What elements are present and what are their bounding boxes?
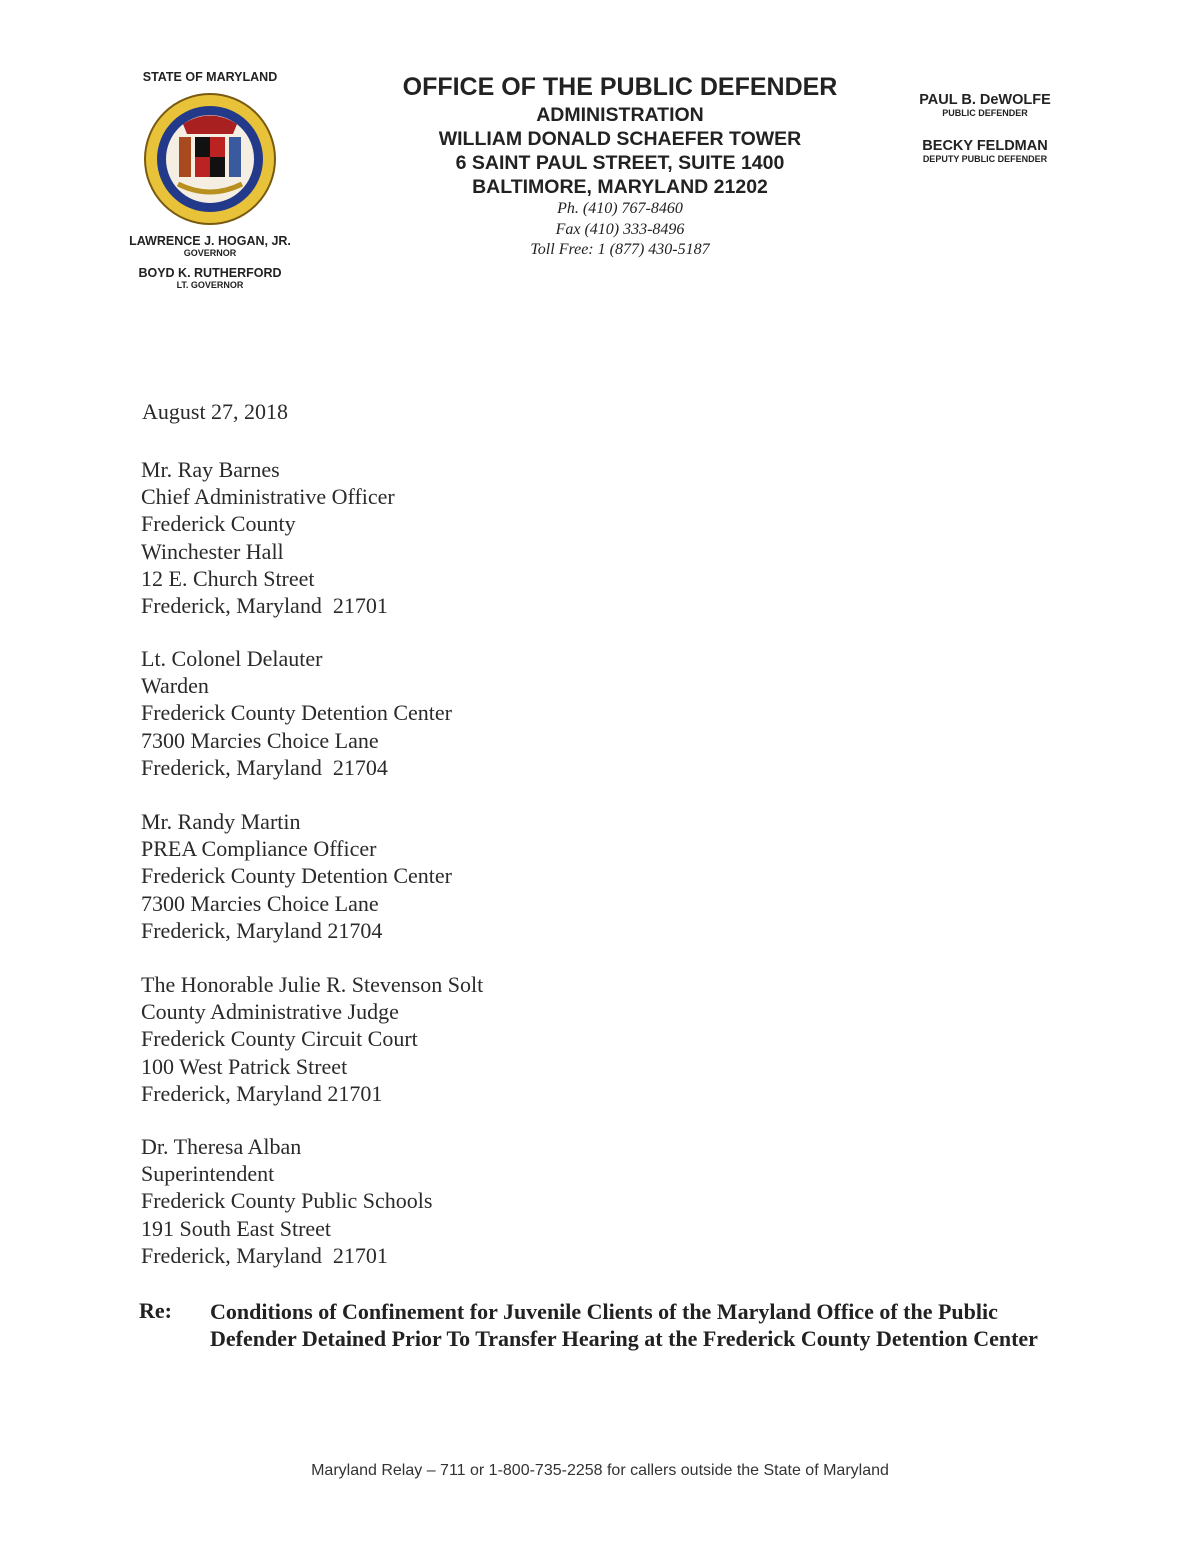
recipient-address-block bbox=[141, 645, 452, 781]
address-line: Frederick, Maryland 21701 bbox=[141, 593, 388, 619]
address-line: Chief Administrative Officer bbox=[141, 484, 395, 510]
address-line: Frederick County Detention Center bbox=[141, 863, 452, 889]
address-line: 7300 Marcies Choice Lane bbox=[141, 890, 379, 916]
recipient-address-block bbox=[141, 971, 483, 1107]
address-line: The Honorable Julie R. Stevenson Solt bbox=[141, 972, 484, 997]
re-label: Re: bbox=[139, 1298, 172, 1323]
address-line: Superintendent bbox=[141, 1161, 275, 1187]
office-fax: Fax (410) 333-8496 bbox=[555, 220, 685, 238]
address-line: 12 E. Church Street bbox=[141, 565, 315, 591]
public-defender-name: PAUL B. DeWOLFE bbox=[919, 92, 1051, 108]
office-header bbox=[380, 72, 860, 261]
address-line: Frederick County Circuit Court bbox=[141, 1026, 418, 1052]
address-line: County Administrative Judge bbox=[141, 999, 399, 1025]
state-officials bbox=[110, 70, 310, 290]
address-line: Dr. Theresa Alban bbox=[141, 1134, 302, 1159]
office-phone: Ph. (410) 767-8460 bbox=[557, 200, 683, 217]
address-line: PREA Compliance Officer bbox=[141, 836, 377, 862]
recipient-address-block bbox=[141, 808, 452, 944]
public-defender-title: PUBLIC DEFENDER bbox=[942, 108, 1028, 118]
address-line: Frederick County Public Schools bbox=[141, 1188, 433, 1214]
address-line: Frederick County Detention Center bbox=[141, 700, 452, 726]
state-label: STATE OF MARYLAND bbox=[142, 70, 278, 84]
deputy-title: DEPUTY PUBLIC DEFENDER bbox=[922, 154, 1048, 164]
office-toll-free: Toll Free: 1 (877) 430-5187 bbox=[530, 241, 710, 258]
lt-governor-title: LT. GOVERNOR bbox=[176, 280, 244, 290]
address-line: Lt. Colonel Delauter bbox=[141, 646, 323, 671]
recipient-address-block bbox=[141, 1133, 432, 1269]
address-line: Winchester Hall bbox=[141, 538, 284, 564]
recipient-address-block bbox=[141, 456, 395, 619]
footer-relay: Maryland Relay – 711 or 1-800-735-2258 for callers outside the State of Maryland bbox=[311, 1462, 889, 1479]
office-city: BALTIMORE, MARYLAND 21202 bbox=[472, 176, 768, 198]
governor-title: GOVERNOR bbox=[183, 248, 237, 258]
office-name: OFFICE OF THE PUBLIC DEFENDER bbox=[402, 73, 838, 101]
address-line: Frederick County bbox=[141, 511, 296, 537]
address-line: Mr. Randy Martin bbox=[141, 809, 301, 834]
office-building: WILLIAM DONALD SCHAEFER TOWER bbox=[438, 128, 802, 150]
governor-name: LAWRENCE J. HOGAN, JR. bbox=[129, 234, 291, 248]
address-line: 191 South East Street bbox=[141, 1215, 332, 1241]
office-division: ADMINISTRATION bbox=[536, 104, 704, 126]
re-subject: Conditions of Confinement for Juvenile Clients of the Maryland Office of the Public Defender Detained Prior To Transfer Hearing at the Frederick County Detention Center bbox=[210, 1299, 1038, 1351]
defender-officials bbox=[890, 92, 1080, 164]
address-line: Frederick, Maryland 21704 bbox=[141, 754, 388, 780]
deputy-name: BECKY FELDMAN bbox=[922, 138, 1048, 154]
address-line: Frederick, Maryland 21704 bbox=[141, 917, 383, 943]
lt-governor-name: BOYD K. RUTHERFORD bbox=[138, 266, 282, 280]
letter-date: August 27, 2018 bbox=[142, 399, 289, 424]
address-line: 100 West Patrick Street bbox=[141, 1053, 348, 1079]
address-line: Mr. Ray Barnes bbox=[141, 457, 280, 482]
address-line: Warden bbox=[141, 673, 209, 699]
address-line: 7300 Marcies Choice Lane bbox=[141, 727, 379, 753]
address-line: Frederick, Maryland 21701 bbox=[141, 1242, 388, 1268]
address-line: Frederick, Maryland 21701 bbox=[141, 1080, 383, 1106]
office-street: 6 SAINT PAUL STREET, SUITE 1400 bbox=[455, 152, 785, 174]
maryland-seal bbox=[143, 92, 277, 226]
